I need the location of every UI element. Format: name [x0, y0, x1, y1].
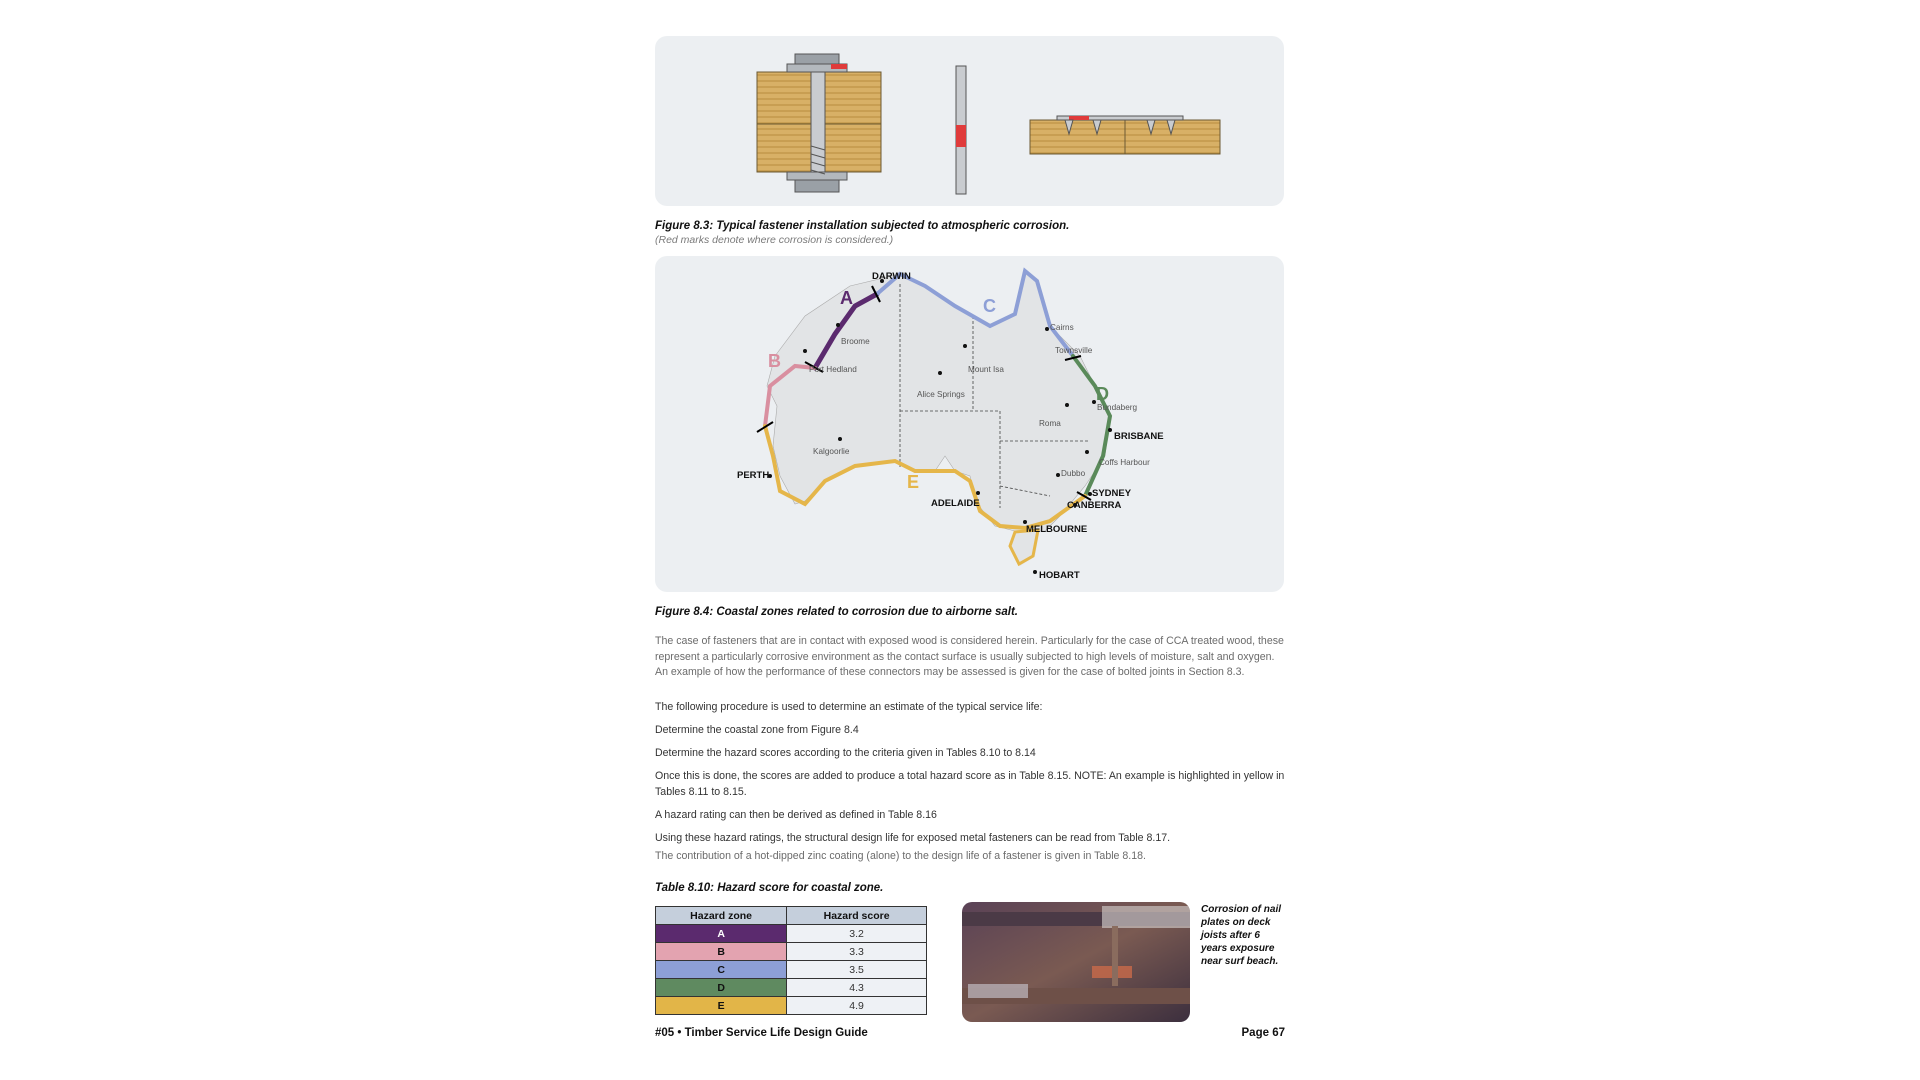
- zone-b-label: B: [768, 351, 781, 371]
- hazard-zone-cell: C: [656, 961, 787, 979]
- city-coffs-harbour: Coffs Harbour: [1099, 458, 1150, 467]
- city-melbourne: MELBOURNE: [1026, 524, 1088, 535]
- table-row: [656, 943, 927, 961]
- hazard-score-cell: 3.5: [787, 961, 927, 979]
- city-sydney: SYDNEY: [1092, 488, 1132, 499]
- city-brisbane: BRISBANE: [1114, 431, 1164, 442]
- table-row: [656, 925, 927, 943]
- city-canberra: CANBERRA: [1067, 500, 1122, 511]
- hazard-zone-cell: E: [656, 997, 787, 1015]
- corrosion-photo: [962, 902, 1190, 1022]
- zone-a-label: A: [840, 288, 853, 308]
- city-dubbo: Dubbo: [1061, 469, 1086, 478]
- australia-map: [655, 256, 1284, 592]
- city-port-hedland: Port Hedland: [809, 365, 857, 374]
- table-row: [656, 961, 927, 979]
- hazard-score-cell: 3.2: [787, 925, 927, 943]
- figure-8-3-illustration: [655, 36, 1284, 206]
- figure-8-4-caption: Figure 8.4: Coastal zones related to corrosion due to airborne salt.: [655, 606, 1018, 618]
- footer-guide-title: #05 • Timber Service Life Design Guide: [655, 1027, 868, 1039]
- zone-c-label: C: [983, 296, 996, 316]
- hazard-zone-cell: D: [656, 979, 787, 997]
- table-row: [656, 997, 927, 1015]
- hazard-score-cell: 4.9: [787, 997, 927, 1015]
- city-bundaberg: Bundaberg: [1097, 403, 1138, 412]
- city-darwin: DARWIN: [872, 271, 911, 282]
- city-cairns: Cairns: [1050, 323, 1074, 332]
- city-mount-isa: Mount Isa: [968, 365, 1004, 374]
- zone-d-label: D: [1096, 384, 1109, 404]
- city-adelaide: ADELAIDE: [931, 498, 980, 509]
- table-row: [656, 979, 927, 997]
- body-paragraph-3: Determine the coastal zone from Figure 8.4: [655, 724, 859, 736]
- city-hobart: HOBART: [1039, 570, 1080, 581]
- hazard-zone-cell: B: [656, 943, 787, 961]
- city-townsville: Townsville: [1055, 346, 1093, 355]
- hazard-score-table: [655, 906, 927, 1015]
- nail-plate-drawing: [1030, 116, 1220, 154]
- nail-drawing: [956, 66, 966, 194]
- figure-8-3-caption: Figure 8.3: Typical fastener installation subjected to atmospheric corrosion.: [655, 220, 1070, 232]
- city-alice-springs: Alice Springs: [917, 390, 965, 399]
- fastener-diagram: [655, 36, 1284, 206]
- hazard-score-cell: 4.3: [787, 979, 927, 997]
- table-8-10-title: Table 8.10: Hazard score for coastal zone.: [655, 882, 884, 894]
- body-paragraph-7: Using these hazard ratings, the structural design life for exposed metal fasteners can be read from Table 8.17.: [655, 832, 1171, 844]
- hazard-score-cell: 3.3: [787, 943, 927, 961]
- table-header-score: Hazard score: [787, 907, 927, 925]
- figure-8-4-map: [655, 256, 1284, 592]
- deck-joist-photo-image: [962, 902, 1190, 1022]
- body-paragraph-6: A hazard rating can then be derived as defined in Table 8.16: [655, 809, 937, 821]
- body-paragraph-2: The following procedure is used to determine an estimate of the typical service life:: [655, 701, 1043, 713]
- city-perth: PERTH: [737, 470, 770, 481]
- body-paragraph-1: The case of fasteners that are in contact with exposed wood is considered herein. Particularly for the case of CCA treated wood, these represent a particularly corrosive environment as the contact surface is usually subjected to high levels of moisture, salt and oxygen. An example of how the performance of these connectors may be assessed is given for the case of bolted joints in Section 8.3.: [655, 635, 1284, 678]
- body-paragraph-8: The contribution of a hot-dipped zinc coating (alone) to the design life of a fastener is given in Table 8.18.: [655, 850, 1146, 862]
- city-kalgoorlie: Kalgoorlie: [813, 447, 850, 456]
- figure-8-3-subcaption: (Red marks denote where corrosion is considered.): [655, 234, 894, 246]
- photo-caption: Corrosion of nail plates on deck joists after 6 years exposure near surf beach.: [1201, 904, 1281, 967]
- zone-e-label: E: [907, 472, 920, 492]
- bolted-joint-drawing: [757, 54, 881, 192]
- table-header-zone: Hazard zone: [656, 907, 787, 925]
- document-page: [655, 34, 1285, 1044]
- footer-page-number: Page 67: [1241, 1027, 1285, 1039]
- body-paragraph-5: Once this is done, the scores are added to produce a total hazard score as in Table 8.15. NOTE: An example is highlighted in yellow in Tables 8.11 to 8.15.: [655, 770, 1285, 798]
- hazard-zone-cell: A: [656, 925, 787, 943]
- body-paragraph-4: Determine the hazard scores according to the criteria given in Tables 8.10 to 8.14: [655, 747, 1036, 759]
- city-roma: Roma: [1039, 419, 1061, 428]
- city-broome: Broome: [841, 337, 870, 346]
